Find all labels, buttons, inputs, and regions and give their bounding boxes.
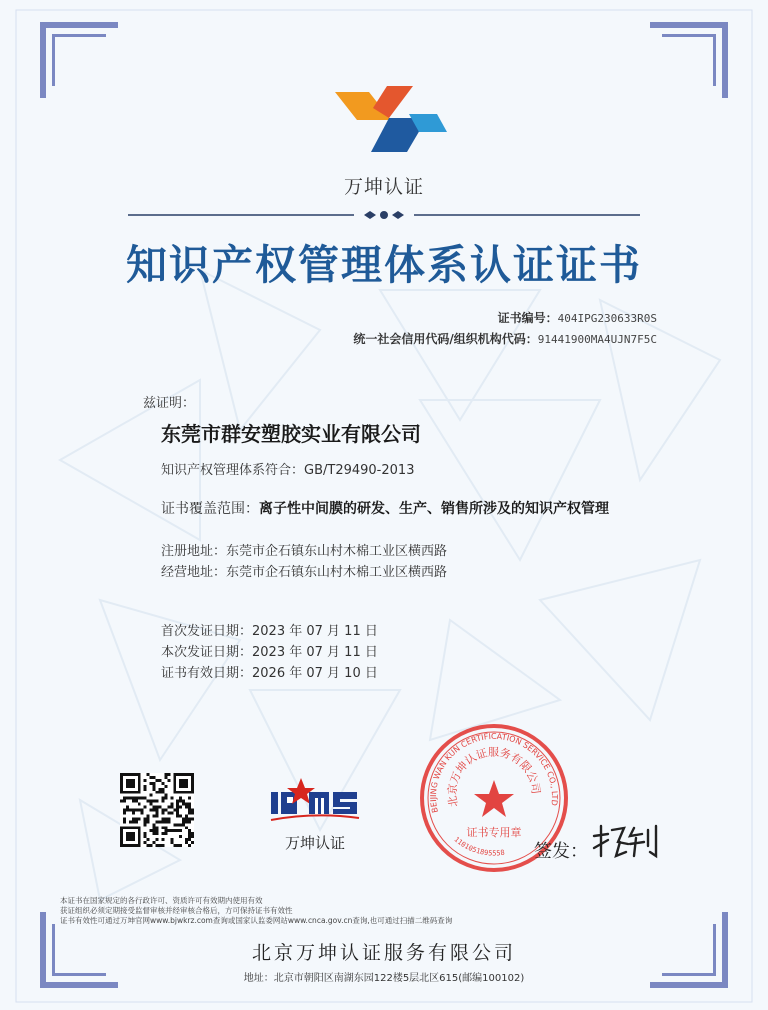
issuer-address: 地址：北京市朝阳区南湖东园122楼5层北区615(邮编100102) (243, 973, 525, 984)
standard-value: GB/T29490-2013 (304, 463, 415, 478)
operating-address-label: 经营地址： (161, 565, 227, 580)
valid-until-date-label: 证书有效日期： (161, 666, 253, 681)
valid-until-date-line (161, 662, 378, 681)
signature-label: 签发： (534, 841, 588, 862)
scope-label: 证书覆盖范围： (161, 501, 259, 517)
qr-code[interactable] (120, 773, 194, 847)
operating-address-value: 东莞市企石镇东山村木棉工业区横西路 (226, 565, 448, 580)
certificate-title: 知识产权管理体系认证证书 (126, 241, 642, 289)
issuer-name: 北京万坤认证服务有限公司 (251, 942, 516, 964)
ipms-brand-text: 万坤认证 (284, 834, 346, 852)
scope-line (161, 498, 609, 518)
title-divider (128, 205, 640, 225)
credit-code-label: 统一社会信用代码/组织机构代码： (353, 332, 538, 346)
registered-address-label: 注册地址： (161, 544, 227, 559)
standard-label: 知识产权管理体系符合： (161, 463, 305, 478)
standard-line (161, 459, 414, 478)
certificate-notes (60, 896, 452, 926)
registered-address-line (161, 540, 447, 559)
seal-inner-text: 北京万坤认证服务有限公司 (445, 745, 543, 808)
signature (590, 822, 662, 860)
registered-address-value: 东莞市企石镇东山村木棉工业区横西路 (226, 544, 448, 559)
operating-address-line (161, 561, 447, 580)
cert-number-value: 404IPG230633R0S (557, 312, 657, 325)
first-issue-date-label: 首次发证日期： (161, 624, 253, 639)
seal-outer-text: BEIJING WAN KUN CERTIFICATION SERVICE CO., LTD (428, 731, 560, 814)
note-line: 证书有效性可通过万坤官网www.bjwkrz.com查询或国家认监委网站www.cnca.gov.cn查询,也可通过扫描二维码查询 (60, 916, 453, 925)
cert-number-label: 证书编号： (497, 311, 558, 325)
wankun-logo (327, 78, 451, 158)
seal-number: 1101051895558 (452, 835, 506, 858)
credit-code (353, 330, 657, 347)
hereby-text: 兹证明： (143, 396, 196, 411)
current-issue-date-line (161, 641, 378, 660)
note-line: 获证组织必须定期接受监督审核并经审核合格后，方可保持证书有效性 (60, 906, 293, 915)
ipms-logo (265, 768, 375, 858)
scope-value: 离子性中间膜的研发、生产、销售所涉及的知识产权管理 (259, 501, 609, 517)
brand-name: 万坤认证 (343, 176, 424, 198)
credit-code-value: 91441900MA4UJN7F5C (537, 333, 657, 346)
current-issue-date-label: 本次发证日期： (161, 645, 253, 660)
seal-center-text: 证书专用章 (466, 826, 522, 839)
valid-until-date-value: 2026 年 07 月 10 日 (252, 666, 378, 681)
cert-number (498, 309, 657, 326)
first-issue-date-line (161, 620, 378, 639)
note-line: 本证书在国家规定的各行政许可、资质许可有效期内使用有效 (60, 896, 263, 905)
current-issue-date-value: 2023 年 07 月 11 日 (252, 645, 378, 660)
first-issue-date-value: 2023 年 07 月 11 日 (252, 624, 378, 639)
company-name: 东莞市群安塑胶实业有限公司 (161, 422, 421, 446)
